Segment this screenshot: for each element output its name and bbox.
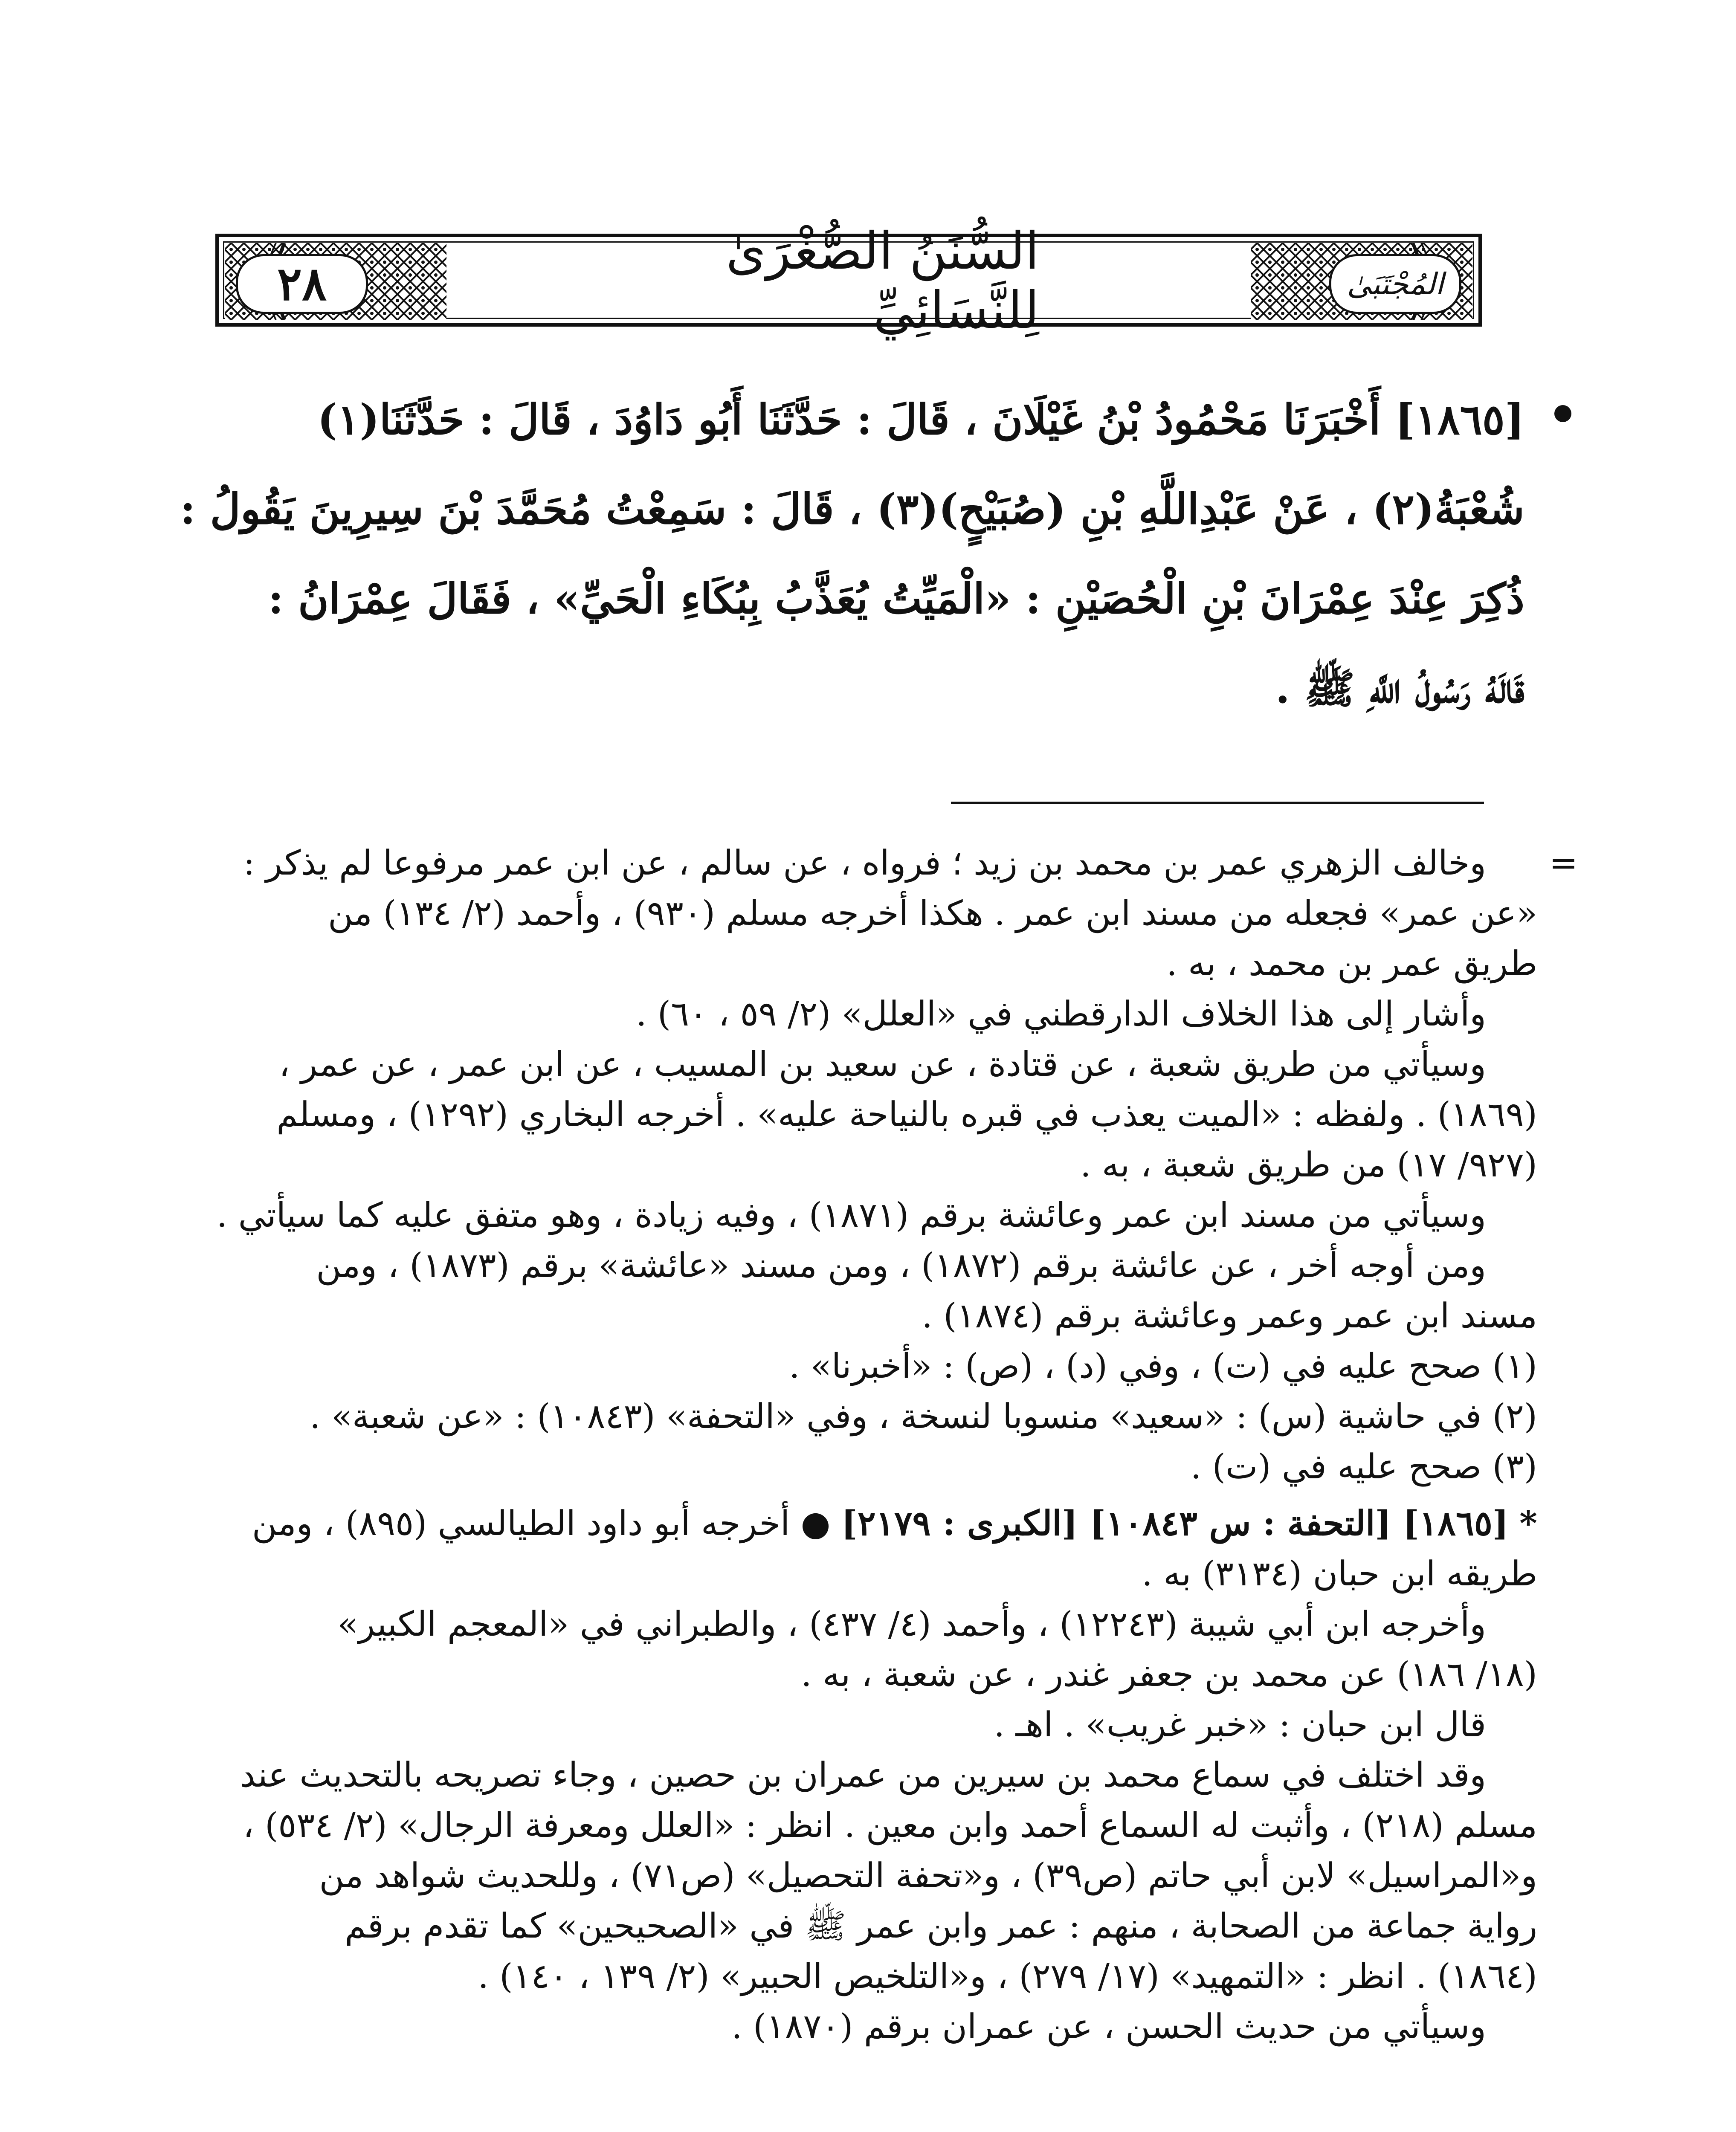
takhrij-line: (١٨٦٤) . انظر : «التمهيد» (١٧/ ٢٧٩) ، و«التلخيص الحبير» (٢/ ١٣٩ ، ١٤٠) . xyxy=(478,1956,1537,1996)
takhrij-line: طريقه ابن حبان (٣١٣٤) به . xyxy=(1142,1554,1537,1593)
footnote-line: وخالف الزهري عمر بن محمد بن زيد ؛ فرواه ، عن سالم ، عن ابن عمر مرفوعا لم يذكر : xyxy=(243,843,1486,883)
page-header xyxy=(215,222,1482,340)
footnote-separator xyxy=(951,802,1484,804)
hadith-text xyxy=(180,375,1524,733)
footnote-line: وسيأتي من مسند ابن عمر وعائشة برقم (١٨٧١) ، وفيه زيادة ، وهو متفق عليه كما سيأتي . xyxy=(216,1195,1486,1235)
takhrij-line: و«المراسيل» لابن أبي حاتم (ص٣٩) ، و«تحفة التحصيل» (ص٧١) ، وللحديث شواهد من xyxy=(319,1856,1537,1895)
footnote-line: طريق عمر بن محمد ، به . xyxy=(1166,944,1537,983)
bullet-dot-icon xyxy=(1554,405,1571,422)
footnotes xyxy=(215,838,1578,2052)
takhrij-line: وقد اختلف في سماع محمد بن سيرين من عمران بن حصين ، وجاء تصريحه بالتحديث عند xyxy=(240,1755,1486,1795)
footnote-1: (١) صحح عليه في (ت) ، وفي (د) ، (ص) : «أخبرنا» . xyxy=(789,1346,1537,1386)
footnote-line: وأشار إلى هذا الخلاف الدارقطني في «العلل» (٢/ ٥٩ ، ٦٠) . xyxy=(636,994,1486,1034)
footnote-line: (٩٢٧/ ١٧) من طريق شعبة ، به . xyxy=(1080,1145,1537,1185)
takhrij-head-rest: ● أخرجه أبو داود الطيالسي (٨٩٥) ، ومن xyxy=(252,1503,831,1543)
header-book-title: السُّنَنُ الصُّغْرَىٰ لِلنَّسَائِيِّ xyxy=(726,222,1039,340)
takhrij-line: مسلم (٢١٨) ، وأثبت له السماع أحمد وابن معين . انظر : «العلل ومعرفة الرجال» (٢/ ٥٣٤) ، xyxy=(243,1805,1537,1845)
hadith-line: شُعْبَةُ(٢) ، عَنْ عَبْدِاللَّهِ بْنِ (صُبَيْحٍ)(٣) ، قَالَ : سَمِعْتُ مُحَمَّدَ بْنَ سِيرِينَ يَقُولُ : xyxy=(180,485,1524,534)
takhrij-line: وسيأتي من حديث الحسن ، عن عمران برقم (١٨٧٠) . xyxy=(731,2007,1486,2046)
book-short-title: المُجْتَبَىٰ xyxy=(1329,254,1461,314)
takhrij-head xyxy=(215,1498,1537,1549)
takhrij-line: وأخرجه ابن أبي شيبة (١٢٢٤٣) ، وأحمد (٤/ ٤٣٧) ، والطبراني في «المعجم الكبير» xyxy=(337,1604,1486,1644)
page-number: ٢٨ xyxy=(236,254,368,314)
footnote-line: وسيأتي من طريق شعبة ، عن قتادة ، عن سعيد بن المسيب ، عن ابن عمر ، عن عمر ، xyxy=(279,1044,1486,1084)
footnote-3: (٣) صحح عليه في (ت) . xyxy=(1190,1447,1537,1486)
takhrij-line: رواية جماعة من الصحابة ، منهم : عمر وابن عمر ﷺ في «الصحيحين» كما تقدم برقم xyxy=(345,1906,1537,1946)
footnote-line: «عن عمر» فجعله من مسند ابن عمر . هكذا أخرجه مسلم (٩٣٠) ، وأحمد (٢/ ١٣٤) من xyxy=(328,893,1537,933)
hadith-line: ذُكِرَ عِنْدَ عِمْرَانَ بْنِ الْحُصَيْنِ : «الْمَيِّتُ يُعَذَّبُ بِبُكَاءِ الْحَيِّ» ، فَقَالَ عِمْرَانُ : xyxy=(268,574,1524,623)
footnote-line: مسند ابن عمر وعمر وعائشة برقم (١٨٧٤) . xyxy=(922,1296,1537,1335)
continuation-mark: = xyxy=(1549,843,1578,883)
takhrij-line: قال ابن حبان : «خبر غريب» . اهـ . xyxy=(994,1705,1486,1744)
footnote-2: (٢) في حاشية (س) : «سعيد» منسوبا لنسخة ، وفي «التحفة» (١٠٨٤٣) : «عن شعبة» . xyxy=(310,1396,1537,1436)
takhrij-reference: [١٨٦٥] [التحفة : س ١٠٨٤٣] [الكبرى : ٢١٧٩] xyxy=(841,1503,1509,1543)
hadith-line: [١٨٦٥] أَخْبَرَنَا مَحْمُودُ بْنُ غَيْلَانَ ، قَالَ : حَدَّثَنَا أَبُو دَاوُدَ ، قَالَ : حَدَّثَنَا(١) xyxy=(317,395,1524,444)
footnote-line: ومن أوجه أخر ، عن عائشة برقم (١٨٧٢) ، ومن مسند «عائشة» برقم (١٨٧٣) ، ومن xyxy=(316,1246,1486,1285)
takhrij-line: (١٨/ ١٨٦) عن محمد بن جعفر غندر ، عن شعبة ، به . xyxy=(801,1654,1537,1694)
hadith-line: قَالَهُ رَسُولُ اللَّهِ ﷺ . xyxy=(1275,664,1524,713)
footnote-line: (١٨٦٩) . ولفظه : «الميت يعذب في قبره بالنياحة عليه» . أخرجه البخاري (١٢٩٢) ، ومسلم xyxy=(276,1095,1537,1134)
star-icon: * xyxy=(1519,1503,1537,1543)
